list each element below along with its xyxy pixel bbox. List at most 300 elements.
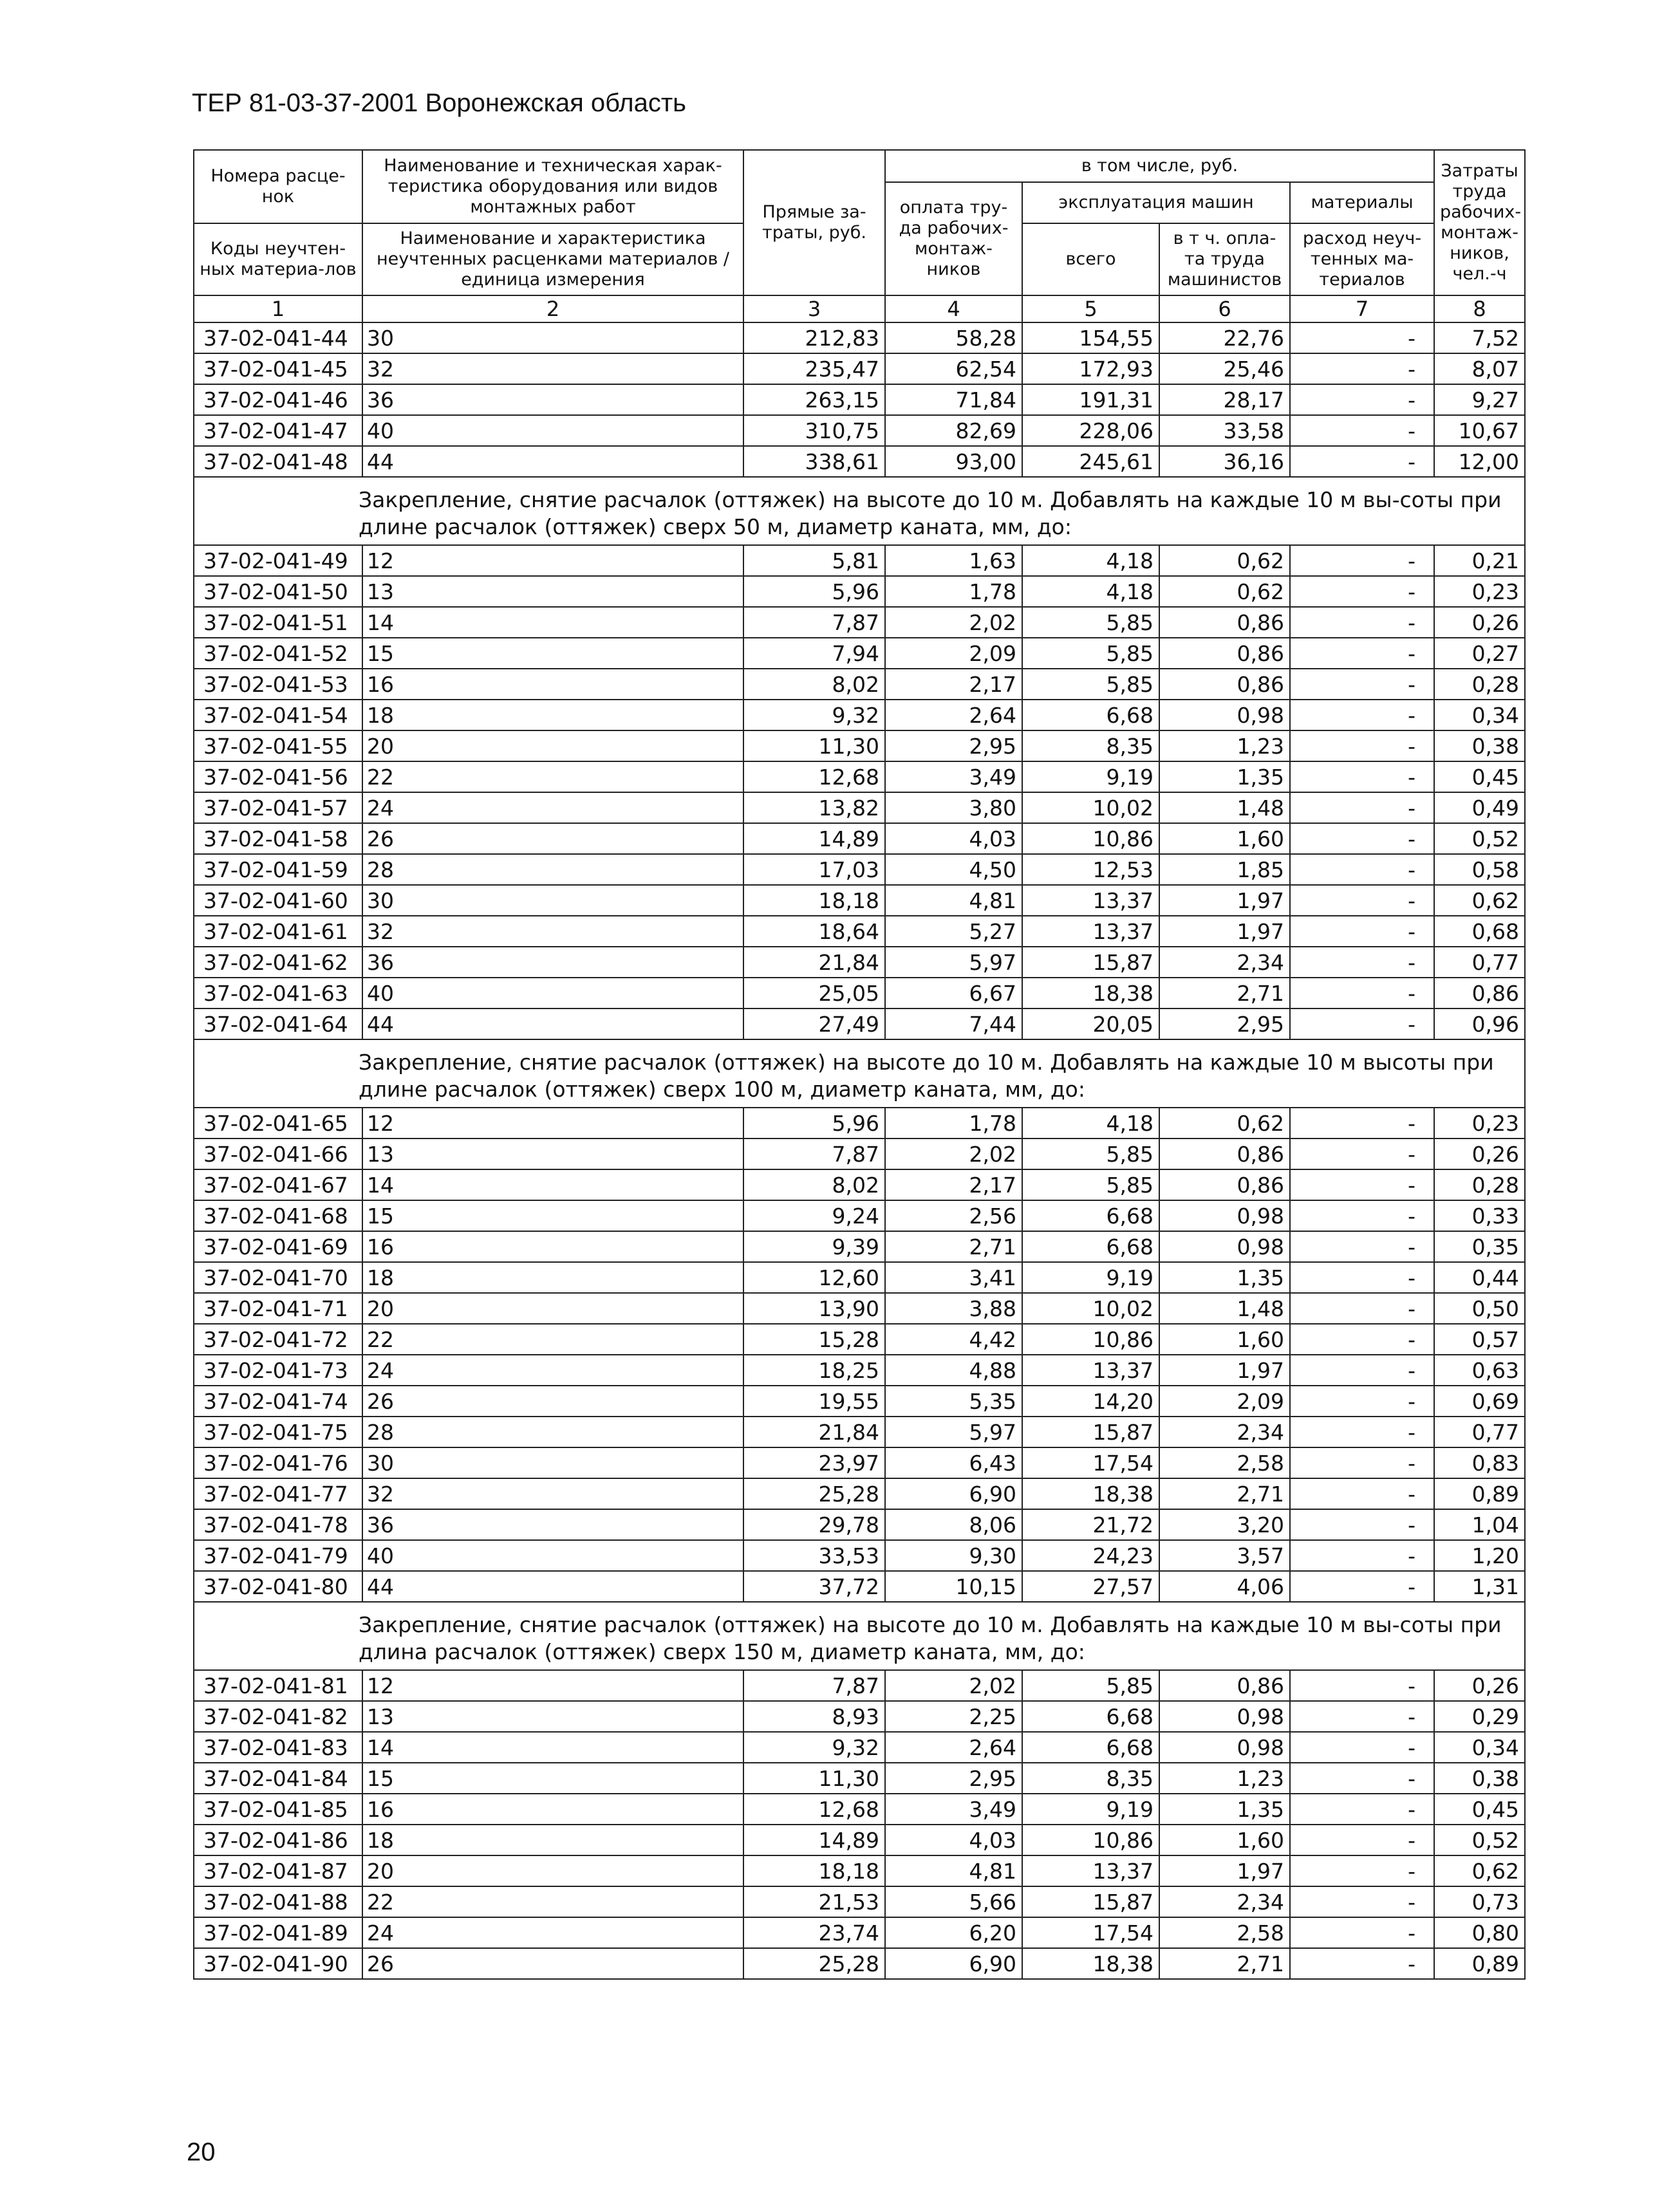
header-rate-numbers: Номера расце-нок	[194, 150, 362, 223]
worker-pay-cell: 2,02	[885, 1670, 1022, 1701]
worker-pay-cell: 3,80	[885, 792, 1022, 823]
direct-costs-cell: 9,24	[743, 1200, 885, 1231]
direct-costs-cell: 29,78	[743, 1509, 885, 1540]
machine-total-cell: 5,85	[1022, 1139, 1159, 1169]
worker-pay-cell: 7,44	[885, 1008, 1022, 1039]
operator-pay-cell: 1,35	[1159, 1262, 1290, 1293]
labor-hours-cell: 0,52	[1434, 1825, 1525, 1855]
labor-hours-cell: 0,77	[1434, 947, 1525, 978]
rate-code-cell: 37-02-041-86	[194, 1825, 362, 1855]
rate-code-cell: 37-02-041-69	[194, 1231, 362, 1262]
labor-hours-cell: 0,35	[1434, 1231, 1525, 1262]
machine-total-cell: 245,61	[1022, 446, 1159, 477]
column-number: 7	[1290, 295, 1434, 322]
machine-total-cell: 5,85	[1022, 607, 1159, 638]
labor-hours-cell: 0,33	[1434, 1200, 1525, 1231]
column-numbers-row	[194, 295, 1525, 322]
worker-pay-cell: 1,78	[885, 576, 1022, 607]
rate-code-cell: 37-02-041-90	[194, 1948, 362, 1979]
rate-code-cell: 37-02-041-58	[194, 823, 362, 854]
rate-code-cell: 37-02-041-47	[194, 415, 362, 446]
section-heading: Закрепление, снятие расчалок (оттяжек) на высоте до 10 м. Добавлять на каждые 10 м вы-соты при длина расчалок (оттяжек) сверх 150 м, диаметр каната, мм, до:	[194, 1602, 1525, 1670]
rate-code-cell: 37-02-041-60	[194, 885, 362, 916]
table-row	[194, 700, 1525, 730]
rate-code-cell: 37-02-041-76	[194, 1447, 362, 1478]
rope-diameter-cell: 16	[362, 1231, 743, 1262]
machine-total-cell: 5,85	[1022, 1670, 1159, 1701]
worker-pay-cell: 5,97	[885, 947, 1022, 978]
direct-costs-cell: 235,47	[743, 353, 885, 384]
rate-code-cell: 37-02-041-75	[194, 1417, 362, 1447]
rate-code-cell: 37-02-041-89	[194, 1917, 362, 1948]
direct-costs-cell: 11,30	[743, 730, 885, 761]
rate-code-cell: 37-02-041-44	[194, 322, 362, 353]
material-consumption-cell: -	[1290, 1794, 1434, 1825]
material-consumption-cell: -	[1290, 1200, 1434, 1231]
operator-pay-cell: 0,86	[1159, 669, 1290, 700]
direct-costs-cell: 12,68	[743, 1794, 885, 1825]
table-row	[194, 916, 1525, 947]
rope-diameter-cell: 36	[362, 947, 743, 978]
machine-total-cell: 13,37	[1022, 885, 1159, 916]
operator-pay-cell: 1,60	[1159, 823, 1290, 854]
material-consumption-cell: -	[1290, 1417, 1434, 1447]
labor-hours-cell: 0,45	[1434, 761, 1525, 792]
direct-costs-cell: 15,28	[743, 1324, 885, 1355]
labor-hours-cell: 0,44	[1434, 1262, 1525, 1293]
table-row	[194, 1948, 1525, 1979]
table-row	[194, 1701, 1525, 1732]
rate-code-cell: 37-02-041-84	[194, 1763, 362, 1794]
direct-costs-cell: 33,53	[743, 1540, 885, 1571]
operator-pay-cell: 0,98	[1159, 1732, 1290, 1763]
labor-hours-cell: 1,31	[1434, 1571, 1525, 1602]
rate-code-cell: 37-02-041-80	[194, 1571, 362, 1602]
worker-pay-cell: 2,71	[885, 1231, 1022, 1262]
operator-pay-cell: 1,23	[1159, 730, 1290, 761]
page-number: 20	[187, 2138, 216, 2166]
rope-diameter-cell: 44	[362, 1571, 743, 1602]
column-number: 4	[885, 295, 1022, 322]
machine-total-cell: 8,35	[1022, 730, 1159, 761]
header-materials: материалы	[1290, 182, 1434, 223]
material-consumption-cell: -	[1290, 730, 1434, 761]
header-worker-pay: оплата тру-да рабочих-монтаж-ников	[885, 182, 1022, 295]
operator-pay-cell: 0,86	[1159, 638, 1290, 669]
operator-pay-cell: 36,16	[1159, 446, 1290, 477]
worker-pay-cell: 82,69	[885, 415, 1022, 446]
worker-pay-cell: 3,49	[885, 761, 1022, 792]
direct-costs-cell: 25,28	[743, 1478, 885, 1509]
worker-pay-cell: 58,28	[885, 322, 1022, 353]
material-consumption-cell: -	[1290, 1478, 1434, 1509]
rate-code-cell: 37-02-041-88	[194, 1886, 362, 1917]
worker-pay-cell: 3,49	[885, 1794, 1022, 1825]
labor-hours-cell: 0,77	[1434, 1417, 1525, 1447]
rate-code-cell: 37-02-041-85	[194, 1794, 362, 1825]
material-consumption-cell: -	[1290, 916, 1434, 947]
rate-code-cell: 37-02-041-81	[194, 1670, 362, 1701]
table-row	[194, 576, 1525, 607]
direct-costs-cell: 9,39	[743, 1231, 885, 1262]
worker-pay-cell: 2,09	[885, 638, 1022, 669]
material-consumption-cell: -	[1290, 1825, 1434, 1855]
operator-pay-cell: 1,23	[1159, 1763, 1290, 1794]
labor-hours-cell: 0,62	[1434, 885, 1525, 916]
rope-diameter-cell: 14	[362, 607, 743, 638]
direct-costs-cell: 12,68	[743, 761, 885, 792]
table-row	[194, 1571, 1525, 1602]
header-direct-costs: Прямые за-траты, руб.	[743, 150, 885, 295]
column-number: 8	[1434, 295, 1525, 322]
material-consumption-cell: -	[1290, 1386, 1434, 1417]
material-consumption-cell: -	[1290, 823, 1434, 854]
direct-costs-cell: 5,96	[743, 576, 885, 607]
direct-costs-cell: 5,96	[743, 1108, 885, 1139]
material-consumption-cell: -	[1290, 854, 1434, 885]
worker-pay-cell: 71,84	[885, 384, 1022, 415]
machine-total-cell: 13,37	[1022, 1855, 1159, 1886]
rope-diameter-cell: 30	[362, 885, 743, 916]
rope-diameter-cell: 14	[362, 1169, 743, 1200]
rope-diameter-cell: 28	[362, 1417, 743, 1447]
worker-pay-cell: 1,63	[885, 545, 1022, 576]
operator-pay-cell: 2,34	[1159, 1886, 1290, 1917]
labor-hours-cell: 0,69	[1434, 1386, 1525, 1417]
operator-pay-cell: 1,48	[1159, 1293, 1290, 1324]
worker-pay-cell: 93,00	[885, 446, 1022, 477]
table-row	[194, 1825, 1525, 1855]
table-body	[194, 322, 1525, 1979]
header-machine-total: всего	[1022, 223, 1159, 295]
table-row	[194, 353, 1525, 384]
rope-diameter-cell: 12	[362, 545, 743, 576]
direct-costs-cell: 7,87	[743, 1670, 885, 1701]
worker-pay-cell: 2,95	[885, 730, 1022, 761]
machine-total-cell: 17,54	[1022, 1917, 1159, 1948]
material-consumption-cell: -	[1290, 1324, 1434, 1355]
rope-diameter-cell: 40	[362, 978, 743, 1008]
worker-pay-cell: 6,43	[885, 1447, 1022, 1478]
material-consumption-cell: -	[1290, 885, 1434, 916]
table-row	[194, 1763, 1525, 1794]
operator-pay-cell: 0,98	[1159, 1701, 1290, 1732]
table-row	[194, 1917, 1525, 1948]
machine-total-cell: 15,87	[1022, 1886, 1159, 1917]
worker-pay-cell: 2,56	[885, 1200, 1022, 1231]
operator-pay-cell: 3,57	[1159, 1540, 1290, 1571]
material-consumption-cell: -	[1290, 1108, 1434, 1139]
direct-costs-cell: 25,05	[743, 978, 885, 1008]
material-consumption-cell: -	[1290, 446, 1434, 477]
labor-hours-cell: 0,96	[1434, 1008, 1525, 1039]
table-row	[194, 1886, 1525, 1917]
table-row	[194, 415, 1525, 446]
machine-total-cell: 18,38	[1022, 1478, 1159, 1509]
rope-diameter-cell: 30	[362, 322, 743, 353]
rate-code-cell: 37-02-041-46	[194, 384, 362, 415]
rope-diameter-cell: 24	[362, 1355, 743, 1386]
table-row	[194, 1262, 1525, 1293]
column-number: 2	[362, 295, 743, 322]
rope-diameter-cell: 22	[362, 761, 743, 792]
machine-total-cell: 5,85	[1022, 1169, 1159, 1200]
material-consumption-cell: -	[1290, 322, 1434, 353]
machine-total-cell: 10,02	[1022, 792, 1159, 823]
table-row	[194, 1540, 1525, 1571]
rope-diameter-cell: 40	[362, 1540, 743, 1571]
rope-diameter-cell: 13	[362, 1139, 743, 1169]
direct-costs-cell: 18,18	[743, 885, 885, 916]
header-labor-costs: Затраты труда рабочих-монтаж-ников, чел.-ч	[1434, 150, 1525, 295]
operator-pay-cell: 22,76	[1159, 322, 1290, 353]
labor-hours-cell: 0,28	[1434, 1169, 1525, 1200]
rate-code-cell: 37-02-041-87	[194, 1855, 362, 1886]
rate-code-cell: 37-02-041-74	[194, 1386, 362, 1417]
direct-costs-cell: 310,75	[743, 415, 885, 446]
rate-code-cell: 37-02-041-78	[194, 1509, 362, 1540]
worker-pay-cell: 4,81	[885, 885, 1022, 916]
rope-diameter-cell: 15	[362, 1763, 743, 1794]
column-number: 6	[1159, 295, 1290, 322]
worker-pay-cell: 2,95	[885, 1763, 1022, 1794]
direct-costs-cell: 37,72	[743, 1571, 885, 1602]
labor-hours-cell: 0,34	[1434, 700, 1525, 730]
machine-total-cell: 13,37	[1022, 916, 1159, 947]
rate-code-cell: 37-02-041-61	[194, 916, 362, 947]
operator-pay-cell: 0,86	[1159, 1670, 1290, 1701]
material-consumption-cell: -	[1290, 384, 1434, 415]
table-row	[194, 1447, 1525, 1478]
material-consumption-cell: -	[1290, 1886, 1434, 1917]
rope-diameter-cell: 16	[362, 669, 743, 700]
material-consumption-cell: -	[1290, 1948, 1434, 1979]
labor-hours-cell: 0,89	[1434, 1478, 1525, 1509]
machine-total-cell: 4,18	[1022, 1108, 1159, 1139]
direct-costs-cell: 7,94	[743, 638, 885, 669]
table-row	[194, 1293, 1525, 1324]
operator-pay-cell: 0,86	[1159, 1169, 1290, 1200]
worker-pay-cell: 5,35	[885, 1386, 1022, 1417]
direct-costs-cell: 7,87	[743, 607, 885, 638]
rate-code-cell: 37-02-041-59	[194, 854, 362, 885]
labor-hours-cell: 0,38	[1434, 730, 1525, 761]
labor-hours-cell: 0,68	[1434, 916, 1525, 947]
header-material-consumption: расход неуч-тенных ма-териалов	[1290, 223, 1434, 295]
labor-hours-cell: 0,50	[1434, 1293, 1525, 1324]
machine-total-cell: 6,68	[1022, 1701, 1159, 1732]
machine-total-cell: 12,53	[1022, 854, 1159, 885]
table-row	[194, 885, 1525, 916]
operator-pay-cell: 2,58	[1159, 1447, 1290, 1478]
table-row	[194, 1509, 1525, 1540]
rope-diameter-cell: 32	[362, 353, 743, 384]
labor-hours-cell: 0,80	[1434, 1917, 1525, 1948]
machine-total-cell: 5,85	[1022, 638, 1159, 669]
machine-total-cell: 228,06	[1022, 415, 1159, 446]
table-row	[194, 1855, 1525, 1886]
labor-hours-cell: 0,26	[1434, 607, 1525, 638]
machine-total-cell: 10,02	[1022, 1293, 1159, 1324]
labor-hours-cell: 0,49	[1434, 792, 1525, 823]
rope-diameter-cell: 24	[362, 792, 743, 823]
machine-total-cell: 172,93	[1022, 353, 1159, 384]
machine-total-cell: 15,87	[1022, 1417, 1159, 1447]
rope-diameter-cell: 44	[362, 446, 743, 477]
material-consumption-cell: -	[1290, 545, 1434, 576]
direct-costs-cell: 14,89	[743, 823, 885, 854]
table-row	[194, 1732, 1525, 1763]
operator-pay-cell: 1,48	[1159, 792, 1290, 823]
machine-total-cell: 10,86	[1022, 1825, 1159, 1855]
operator-pay-cell: 2,34	[1159, 1417, 1290, 1447]
rate-code-cell: 37-02-041-53	[194, 669, 362, 700]
direct-costs-cell: 338,61	[743, 446, 885, 477]
rate-code-cell: 37-02-041-72	[194, 1324, 362, 1355]
material-consumption-cell: -	[1290, 415, 1434, 446]
table-row	[194, 1386, 1525, 1417]
labor-hours-cell: 0,62	[1434, 1855, 1525, 1886]
table-row	[194, 446, 1525, 477]
table-row	[194, 730, 1525, 761]
direct-costs-cell: 18,18	[743, 1855, 885, 1886]
direct-costs-cell: 21,84	[743, 947, 885, 978]
rope-diameter-cell: 26	[362, 1386, 743, 1417]
worker-pay-cell: 4,50	[885, 854, 1022, 885]
material-consumption-cell: -	[1290, 1169, 1434, 1200]
material-consumption-cell: -	[1290, 353, 1434, 384]
material-consumption-cell: -	[1290, 1509, 1434, 1540]
worker-pay-cell: 2,02	[885, 607, 1022, 638]
machine-total-cell: 14,20	[1022, 1386, 1159, 1417]
machine-total-cell: 4,18	[1022, 576, 1159, 607]
rope-diameter-cell: 15	[362, 638, 743, 669]
operator-pay-cell: 2,71	[1159, 1478, 1290, 1509]
material-consumption-cell: -	[1290, 1008, 1434, 1039]
worker-pay-cell: 4,03	[885, 1825, 1022, 1855]
operator-pay-cell: 0,62	[1159, 1108, 1290, 1139]
direct-costs-cell: 13,90	[743, 1293, 885, 1324]
labor-hours-cell: 0,29	[1434, 1701, 1525, 1732]
labor-hours-cell: 1,04	[1434, 1509, 1525, 1540]
rate-code-cell: 37-02-041-71	[194, 1293, 362, 1324]
worker-pay-cell: 2,17	[885, 1169, 1022, 1200]
table-row	[194, 1355, 1525, 1386]
rope-diameter-cell: 12	[362, 1670, 743, 1701]
rate-code-cell: 37-02-041-68	[194, 1200, 362, 1231]
rate-code-cell: 37-02-041-52	[194, 638, 362, 669]
machine-total-cell: 9,19	[1022, 1794, 1159, 1825]
operator-pay-cell: 0,62	[1159, 576, 1290, 607]
worker-pay-cell: 4,81	[885, 1855, 1022, 1886]
rope-diameter-cell: 13	[362, 576, 743, 607]
labor-hours-cell: 10,67	[1434, 415, 1525, 446]
rope-diameter-cell: 36	[362, 384, 743, 415]
material-consumption-cell: -	[1290, 1447, 1434, 1478]
material-consumption-cell: -	[1290, 978, 1434, 1008]
machine-total-cell: 6,68	[1022, 1732, 1159, 1763]
machine-total-cell: 18,38	[1022, 978, 1159, 1008]
document-title: ТЕР 81-03-37-2001 Воронежская область	[192, 89, 687, 117]
table-row	[194, 1200, 1525, 1231]
rope-diameter-cell: 13	[362, 1701, 743, 1732]
machine-total-cell: 191,31	[1022, 384, 1159, 415]
labor-hours-cell: 0,26	[1434, 1139, 1525, 1169]
worker-pay-cell: 2,17	[885, 669, 1022, 700]
rates-table	[193, 149, 1526, 1980]
rope-diameter-cell: 12	[362, 1108, 743, 1139]
operator-pay-cell: 0,86	[1159, 1139, 1290, 1169]
machine-total-cell: 4,18	[1022, 545, 1159, 576]
material-consumption-cell: -	[1290, 1763, 1434, 1794]
rate-code-cell: 37-02-041-51	[194, 607, 362, 638]
worker-pay-cell: 1,78	[885, 1108, 1022, 1139]
worker-pay-cell: 6,90	[885, 1478, 1022, 1509]
rate-code-cell: 37-02-041-70	[194, 1262, 362, 1293]
direct-costs-cell: 23,97	[743, 1447, 885, 1478]
rope-diameter-cell: 44	[362, 1008, 743, 1039]
table-row	[194, 978, 1525, 1008]
table-row	[194, 1231, 1525, 1262]
rate-code-cell: 37-02-041-67	[194, 1169, 362, 1200]
direct-costs-cell: 8,93	[743, 1701, 885, 1732]
worker-pay-cell: 5,27	[885, 916, 1022, 947]
material-consumption-cell: -	[1290, 576, 1434, 607]
rate-code-cell: 37-02-041-50	[194, 576, 362, 607]
machine-total-cell: 6,68	[1022, 1200, 1159, 1231]
labor-hours-cell: 8,07	[1434, 353, 1525, 384]
rope-diameter-cell: 26	[362, 1948, 743, 1979]
rate-code-cell: 37-02-041-56	[194, 761, 362, 792]
direct-costs-cell: 18,64	[743, 916, 885, 947]
labor-hours-cell: 0,86	[1434, 978, 1525, 1008]
worker-pay-cell: 2,02	[885, 1139, 1022, 1169]
worker-pay-cell: 5,66	[885, 1886, 1022, 1917]
table-row	[194, 1108, 1525, 1139]
material-consumption-cell: -	[1290, 1355, 1434, 1386]
labor-hours-cell: 0,34	[1434, 1732, 1525, 1763]
rope-diameter-cell: 40	[362, 415, 743, 446]
worker-pay-cell: 2,25	[885, 1701, 1022, 1732]
direct-costs-cell: 19,55	[743, 1386, 885, 1417]
rope-diameter-cell: 26	[362, 823, 743, 854]
labor-hours-cell: 0,21	[1434, 545, 1525, 576]
operator-pay-cell: 0,98	[1159, 700, 1290, 730]
worker-pay-cell: 4,03	[885, 823, 1022, 854]
rope-diameter-cell: 20	[362, 730, 743, 761]
operator-pay-cell: 2,95	[1159, 1008, 1290, 1039]
material-consumption-cell: -	[1290, 761, 1434, 792]
rate-code-cell: 37-02-041-57	[194, 792, 362, 823]
header-machine-operation: эксплуатация машин	[1022, 182, 1290, 223]
direct-costs-cell: 8,02	[743, 1169, 885, 1200]
section-heading: Закрепление, снятие расчалок (оттяжек) на высоте до 10 м. Добавлять на каждые 10 м высоты при длине расчалок (оттяжек) сверх 100 м, диаметр каната, мм, до:	[194, 1039, 1525, 1108]
direct-costs-cell: 13,82	[743, 792, 885, 823]
labor-hours-cell: 0,89	[1434, 1948, 1525, 1979]
labor-hours-cell: 0,38	[1434, 1763, 1525, 1794]
header-operator-pay: в т ч. опла-та труда машинистов	[1159, 223, 1290, 295]
direct-costs-cell: 263,15	[743, 384, 885, 415]
operator-pay-cell: 1,60	[1159, 1825, 1290, 1855]
table-row	[194, 607, 1525, 638]
operator-pay-cell: 2,34	[1159, 947, 1290, 978]
rope-diameter-cell: 32	[362, 1478, 743, 1509]
labor-hours-cell: 0,57	[1434, 1324, 1525, 1355]
rate-code-cell: 37-02-041-73	[194, 1355, 362, 1386]
labor-hours-cell: 0,83	[1434, 1447, 1525, 1478]
material-consumption-cell: -	[1290, 1293, 1434, 1324]
machine-total-cell: 27,57	[1022, 1571, 1159, 1602]
